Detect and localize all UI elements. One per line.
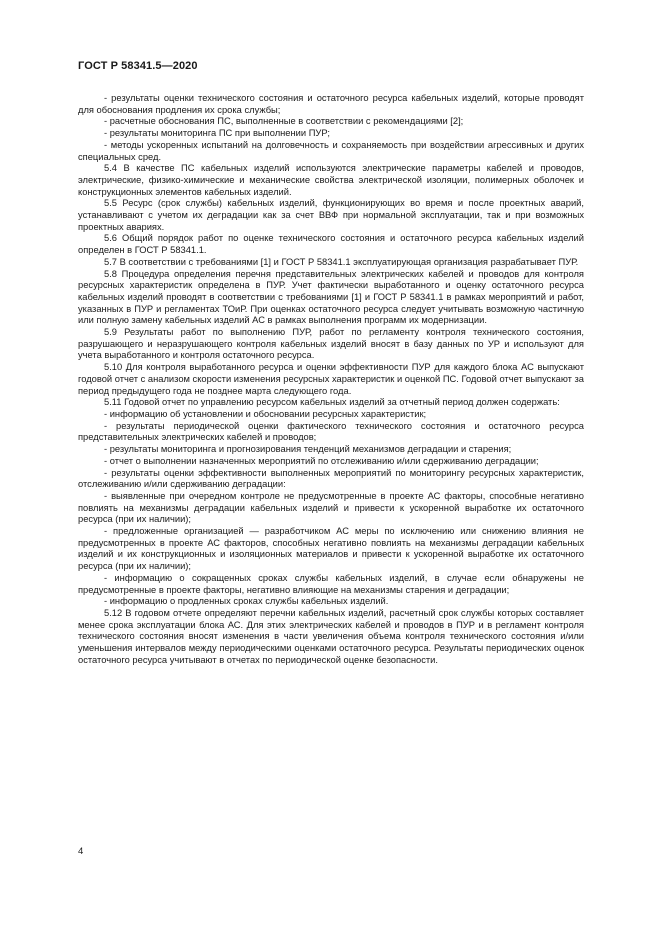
list-item: - результаты мониторинга и прогнозирования тенденций механизмов деградации и старения;: [104, 444, 512, 455]
document-body: [78, 93, 584, 666]
clause-5-5: 5.5 Ресурс (срок службы) кабельных изделий, функционирующих во время и после проектных аварий, устанавливают с учетом их деградации как за счет ВВФ при нормальной эксплуатации, так и при возможных проектных авариях.: [78, 198, 584, 232]
clause-5-6: 5.6 Общий порядок работ по оценке технического состояния и остаточного ресурса кабельных изделий определен в ГОСТ Р 58341.1.: [78, 233, 584, 256]
list-item: - результаты периодической оценки фактического технического состояния и остаточного ресурса представительных электрических кабелей и проводов;: [78, 420, 584, 443]
clause-5-10: 5.10 Для контроля выработанного ресурса и оценки эффективности ПУР для каждого блока АС выпускают годовой отчет с анализом скорости изменения ресурсных характеристик и оценкой ПС. Годовой отчет выпускают за период предыдущего года не позднее марта следующего года.: [78, 362, 584, 396]
list-item: - методы ускоренных испытаний на долговечность и сохраняемость при воздействии агрессивных и других специальных сред.: [78, 139, 584, 162]
clause-5-7: 5.7 В соответствии с требованиями [1] и ГОСТ Р 58341.1 эксплуатирующая организация разрабатывает ПУР.: [104, 256, 579, 267]
clause-5-12: 5.12 В годовом отчете определяют перечни кабельных изделий, расчетный срок службы которых составляет менее срока эксплуатации блока АС. Для этих электрических кабелей и проводов в ПУР и в регламент контроля технического состояния вносят изменения в части увеличения объема контроля технического состояния и/или уменьшения интервалов между периодическими оценками остаточного ресурса. Результаты периодических оценок остаточного ресурса учитывают в отчетах по периодической оценке безопасности.: [78, 607, 584, 665]
list-item: - результаты оценки эффективности выполненных мероприятий по мониторингу ресурсных характеристик, отслеживанию и/или сдерживанию деградации:: [78, 467, 584, 490]
clause-5-4: 5.4 В качестве ПС кабельных изделий используются электрические параметры кабелей и проводов, электрические, физико-химические и механические свойства электрической изоляции, полимерных оболочек и конструкционных элементов кабельных изделий.: [78, 163, 584, 197]
list-item: - информацию о продленных сроках службы кабельных изделий.: [104, 596, 389, 607]
list-item: - расчетные обоснования ПС, выполненные в соответствии с рекомендациями [2];: [104, 116, 464, 127]
standard-header: ГОСТ Р 58341.5—2020: [78, 60, 198, 72]
list-item: - отчет о выполнении назначенных мероприятий по отслеживанию и/или сдерживанию деградации;: [104, 455, 539, 466]
list-item: - результаты мониторинга ПС при выполнении ПУР;: [104, 128, 330, 139]
clause-5-8: 5.8 Процедура определения перечня представительных электрических кабелей и проводов для контроля ресурсных характеристик определена в ПУР. Учет фактически выработанного и оценку остаточного ресурса кабельных изделий проводят в соответствии с требованиями [1] и ГОСТ Р 58341.1 в рамках мероприятий и работ, указанных в ПУР и регламентах ТОиР. При оценках остаточного ресурса следует учитывать возможную частичную или полную замену кабельных изделий АС в рамках выполнения программ их модернизации.: [78, 268, 584, 326]
clause-5-11: 5.11 Годовой отчет по управлению ресурсом кабельных изделий за отчетный период должен содержать:: [104, 397, 560, 408]
list-item: - выявленные при очередном контроле не предусмотренные в проекте АС факторы, способные негативно повлиять на механизмы деградации кабельных изделий и привести к ускоренной выработке их остаточного ресурса (при их наличии);: [78, 490, 584, 525]
clause-5-9: 5.9 Результаты работ по выполнению ПУР, работ по регламенту контроля технического состояния, разрушающего и неразрушающего контроля кабельных изделий вносят в базу данных по УР и используют для учета выработанного и контроля остаточного ресурса.: [78, 327, 584, 361]
list-item: - информацию об установлении и обосновании ресурсных характеристик;: [104, 408, 427, 419]
page-number: 4: [78, 846, 84, 857]
list-item: - результаты оценки технического состояния и остаточного ресурса кабельных изделий, которые проводят для обоснования продления их срока службы;: [78, 93, 584, 115]
list-item: - информацию о сокращенных сроках службы кабельных изделий, в случае если обнаружены не предусмотренные в проекте факторы, негативно влияющие на механизмы старения и деградации;: [78, 572, 584, 595]
list-item: - предложенные организацией — разработчиком АС меры по исключению или снижению влияния не предусмотренных в проекте АС факторов, способных негативно повлиять на механизмы деградации кабельных изделий и их конструкционных и изоляционных материалов и привести к ускоренной выработке их остаточного ресурса (при их наличии);: [78, 526, 584, 572]
